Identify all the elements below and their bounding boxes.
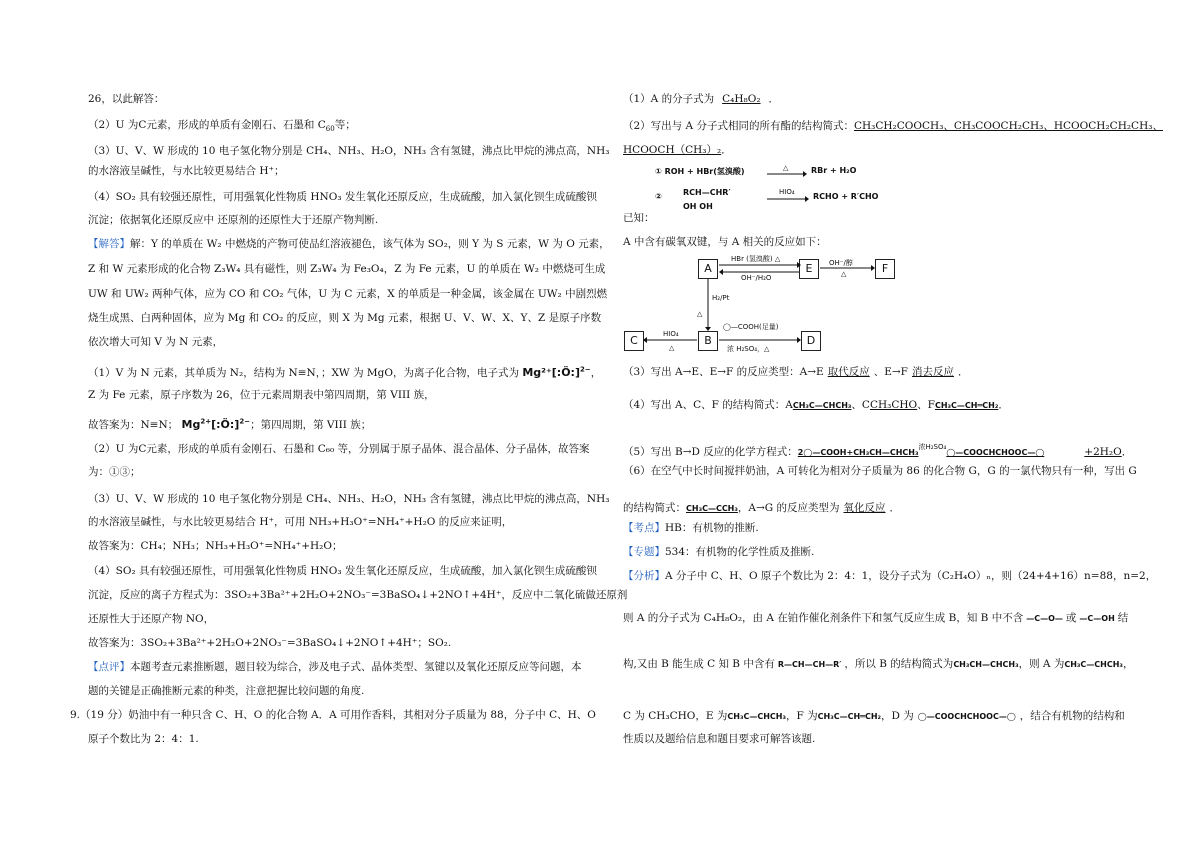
text-line: UW 和 UW₂ 两种气体，应为 CO 和 CO₂ 气体，U 为 C 元素，X 的单质是一种金属，该金属在 UW₂ 中剧烈燃: [88, 288, 608, 300]
text-line: Z 和 W 元素形成的化合物 Z₃W₄ 具有磁性，则 Z₃W₄ 为 Fe₃O₄，Z 为 Fe 元素，U 的单质在 W₂ 中燃烧可生成: [88, 263, 606, 275]
question-heading: 9.（19 分）奶油中有一种只含 C、H、O 的化合物 A．A 可用作香料，其相对分子质量为 88，分子中 C、H、O: [70, 709, 596, 721]
text-line: （3）U、V、W 形成的 10 电子氢化物分别是 CH₄、NH₃、H₂O，NH₃ 含有氢键，沸点比甲烷的沸点高，NH₃: [88, 493, 610, 505]
compound-a-box: A: [698, 259, 718, 279]
text-line: （4）SO₂ 具有较强还原性，可用强氧化性物质 HNO₃ 发生氧化还原反应，生成硫酸，加入氯化钡生成硫酸钡: [88, 565, 597, 577]
answer-tag: 【解答】: [88, 238, 130, 250]
reaction-scheme: A E F C B D HBr (氢溴酸) △ OH⁻/H₂O OH⁻/醇 △ H₂/Pt △ HIO₄ △ ◯—COOH(足量) 浓 H₂SO₄，△: [623, 254, 923, 364]
text-line: （5）写出 B→D 反应的化学方程式：2◯—COOH+CH₃CH—CHCH₃$^{浓H_2SO_4}$◯—COOCHCHOOC—◯ +2H₂O．: [623, 443, 1133, 458]
text-line: （4）SO₂ 具有较强还原性，可用强氧化性物质 HNO₃ 发生氧化还原反应，生成硫酸，加入氯化钡生成硫酸钡: [88, 191, 597, 203]
text-line: 沉淀；依据氧化还原反应中 还原剂的还原性大于还原产物判断.: [88, 214, 379, 226]
text-line: 依次增大可知 V 为 N 元素，: [88, 336, 224, 348]
scheme-arrows: [623, 254, 923, 364]
text-line: 的结构简式：CH₃C—CCH₃，A→G 的反应类型为 氧化反应 ．: [623, 502, 900, 514]
known-reactions: ① ROH + HBr(氢溴酸) △ RBr + H₂O ② RCH—CHR′ OH OH HIO₄ RCHO + R′CHO: [655, 164, 879, 211]
comment-tag: 【点评】: [88, 661, 130, 673]
text-line: 【专题】534：有机物的化学性质及推断.: [623, 546, 815, 558]
reaction-arrow: [767, 195, 809, 203]
text-line: （1）V 为 N 元素，其单质为 N₂，结构为 N≡N，；XW 为 MgO，为离子化合物，电子式为 Mg²⁺[:Ö:]$^{2-}$，: [88, 365, 602, 379]
compound-e-box: E: [799, 259, 819, 279]
compound-c-box: C: [624, 331, 644, 351]
compound-b-box: B: [698, 331, 718, 351]
text-line: 【解答】解：Y 的单质在 W₂ 中燃烧的产物可使品红溶液褪色，该气体为 SO₂，则 Y 为 S 元素，W 为 O 元素，: [88, 238, 610, 250]
text-line: 故答案为：3SO₂+3Ba²⁺+2H₂O+2NO₃⁻=3BaSO₄↓+2NO↑+4H⁺；SO₂.: [88, 637, 452, 649]
topic-tag: 【考点】: [623, 522, 665, 534]
text-line: （2）U 为C元素，形成的单质有金刚石、石墨和 C₆₀ 等，分别属于原子晶体、混合晶体、分子晶体，故答案: [88, 443, 590, 455]
subject-tag: 【专题】: [623, 546, 665, 558]
text-line: Z 为 Fe 元素，原子序数为 26，位于元素周期表中第四周期，第 VIII 族，: [88, 389, 435, 401]
text-line: 故答案为：N≡N； $Mg^{2+}[:Ö:]^{2-}$；第四周期，第 VIII 族；: [88, 417, 372, 431]
text-line: 的水溶液呈碱性，与水比较更易结合 H⁺；: [88, 165, 285, 177]
text-line: 沉淀，反应的离子方程式为：3SO₂+3Ba²⁺+2H₂O+2NO₃⁻=3BaSO₄↓+2NO↑+4H⁺，反应中二氧化硫做还原剂: [88, 589, 628, 601]
text-line: （2）写出与 A 分子式相同的所有酯的结构简式：CH₃CH₂COOCH₃、CH₃COOCH₂CH₃、HCOOCH₂CH₂CH₃、: [623, 120, 1163, 132]
text-line: （2）U 为C元素，形成的单质有金刚石、石墨和 $C_{60}$等；: [88, 119, 356, 134]
mgo-electron-formula: $Mg^{2+}[:Ö:]^{2-}$: [181, 417, 251, 431]
text-line: HCOOCH（CH₃）₂．: [623, 144, 732, 156]
text-line: 为：①③；: [88, 466, 141, 478]
compound-d-box: D: [801, 331, 821, 351]
text-line: A 中含有碳氧双键，与 A 相关的反应如下：: [623, 236, 827, 248]
text-line: 还原性大于还原产物 NO，: [88, 613, 215, 625]
compound-f-box: F: [875, 259, 895, 279]
text-line: 则 A 的分子式为 C₄H₈O₂，由 A 在铂作催化剂条件下和氢气反应生成 B，知 B 中不含 —C—O— 或 —C—OH 结: [623, 612, 1129, 624]
text-line: 26，以此解答：: [88, 93, 165, 105]
text-line: 的水溶液呈碱性，与水比较更易结合 H⁺，可用 NH₃+H₃O⁺=NH₄⁺+H₂O 的反应来证明，: [88, 516, 513, 528]
reaction-arrow: [767, 170, 807, 178]
mgo-electron-formula: Mg²⁺[:Ö:]$^{2-}$: [522, 365, 591, 379]
text-line: （3）U、V、W 形成的 10 电子氢化物分别是 CH₄、NH₃、H₂O，NH₃ 含有氢键，沸点比甲烷的沸点高，NH₃: [88, 145, 610, 157]
analysis-tag: 【分析】: [623, 570, 665, 582]
text-line: 故答案为：CH₄；NH₃；NH₃+H₃O⁺=NH₄⁺+H₂O；: [88, 540, 343, 552]
text-line: （3）写出 A→E、E→F 的反应类型：A→E 取代反应 、E→F 消去反应 ．: [623, 366, 969, 378]
text-line: 烧生成黑、白两种固体，应为 Mg 和 CO₂ 的反应，则 X 为 Mg 元素，根据 U、V、W、X、Y、Z 是原子序数: [88, 312, 602, 324]
text-line: 构,又由 B 能生成 C 知 B 中含有 R—CH—CH—R′ ，所以 B 的结构简式为CH₃CH—CHCH₃，则 A 为CH₃C—CHCH₃，: [623, 658, 1134, 670]
text-line: 题的关键是正确推断元素的种类，注意把握比较问题的角度.: [88, 685, 365, 697]
text-line: 【考点】HB：有机物的推断.: [623, 522, 759, 534]
text-line: 性质以及题给信息和题目要求可解答该题.: [623, 733, 816, 745]
text-line: （6）在空气中长时间搅拌奶油，A 可转化为相对分子质量为 86 的化合物 G，G 的一氯代物只有一种，写出 G: [623, 465, 1137, 477]
text-line: （1）A 的分子式为 C₄H₈O₂ ．: [623, 93, 780, 105]
text-line: 【点评】本题考查元素推断题，题目较为综合，涉及电子式、晶体类型、氢键以及氧化还原反应等问题，本: [88, 661, 582, 673]
text-line: （4）写出 A、C、F 的结构简式：ACH₃C—CHCH₃、CCH₃CHO、FCH₃C—CH═CH₂．: [623, 399, 1009, 411]
text-line: 原子个数比为 2：4：1.: [88, 733, 199, 745]
text-line: 【分析】A 分子中 C、H、O 原子个数比为 2：4：1，设分子式为（C₂H₄O）ₙ，则（24+4+16）n=88，n=2，: [623, 570, 1157, 582]
known-label: 已知：: [623, 212, 655, 224]
text-line: C 为 CH₃CHO，E 为CH₃C—CHCH₃，F 为CH₃C—CH═CH₂，D 为 ◯—COOCHCHOOC—◯ ，结合有机物的结构和: [623, 710, 1125, 722]
